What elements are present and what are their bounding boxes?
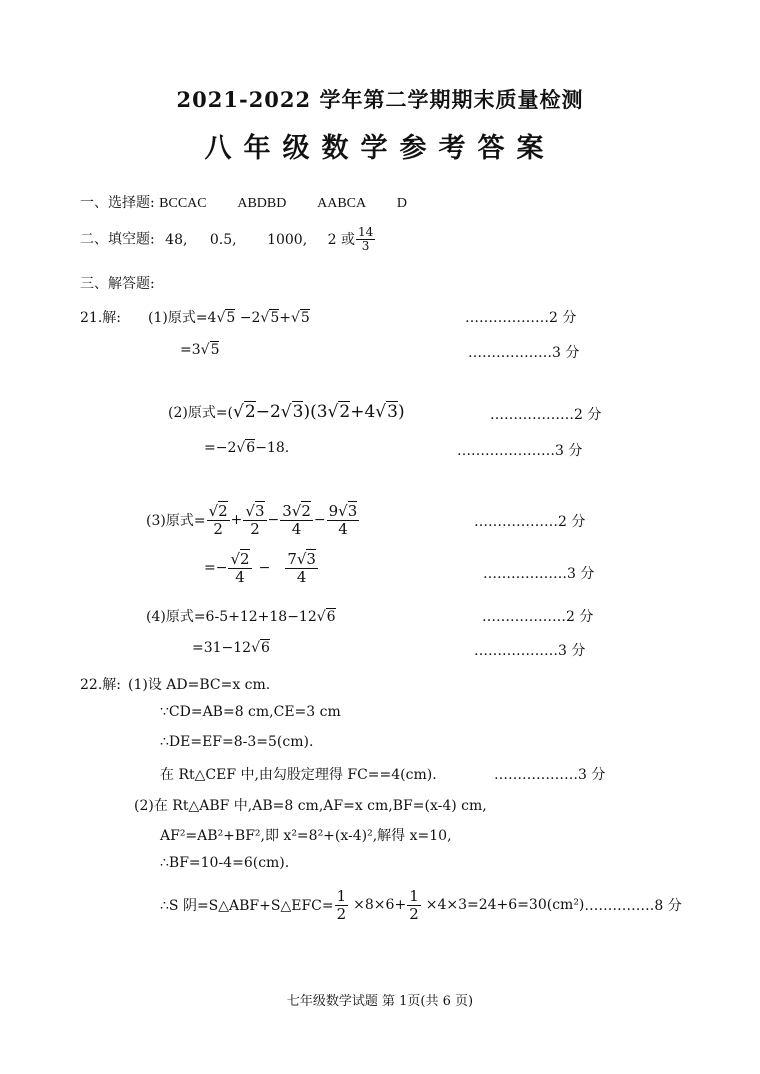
exam-term: 2021-2022 学年第二学期期末质量检测 <box>176 87 584 112</box>
q21-p4-result: =31−12√6 <box>192 640 270 656</box>
q22-line1: (1)设 AD=BC=x cm. <box>128 677 271 693</box>
fill-answer-d-text: 2 或 <box>327 231 355 248</box>
q21-p2-score: ………………2 分 <box>490 407 602 423</box>
q21-p4-text: (4)原式=6-5+12+18−12 <box>146 609 317 625</box>
q21-p1b-text: =3 <box>180 342 201 358</box>
q21-p1-mid: −2 <box>239 310 261 326</box>
q21-p4-radicand: 6 <box>326 609 336 625</box>
q21-p2-result-score: …………………3 分 <box>457 443 583 459</box>
q22-half-frac2: $\frac{1}{2}$ <box>409 886 419 923</box>
q21-p2-radicand3: 2 <box>339 402 351 422</box>
q21-p2-radicand1: 2 <box>244 402 256 422</box>
q21-p1-radicand: 5 <box>226 310 236 326</box>
q21-p1-radicand2: 5 <box>270 310 280 326</box>
q21-p3-result-frac1: $\frac{√2}{4}$ <box>230 549 250 586</box>
q21-p1-result: =3√5 <box>180 342 220 358</box>
page-footer: 七年级数学试题 第 1页(共 6 页) <box>286 994 474 1009</box>
q21-p2-m2: )(3 <box>303 402 328 422</box>
q22-line5: (2)在 Rt△ABF 中,AB=8 cm,AF=x cm,BF=(x-4) cm, <box>134 798 487 814</box>
q21-p2-m3: +4 <box>350 402 376 422</box>
q21-p4b-text: =31−12 <box>192 640 252 656</box>
choice-label: 一、选择题: <box>80 195 155 211</box>
q21-p3-result: =− $\frac{√2}{4}$ − $\frac{7√3}{4}$ <box>204 549 316 586</box>
q22-line3: ∴DE=EF=8-3=5(cm). <box>160 734 314 750</box>
q21-p4-result-score: ………………3 分 <box>474 643 586 659</box>
q21-p2b-radicand: 6 <box>246 440 256 456</box>
q21-p2-m1: −2 <box>255 402 281 422</box>
fill-answer-c: 1000, <box>267 231 308 248</box>
fill-d-denominator: 3 <box>361 239 370 253</box>
q22-line7: ∴BF=10-4=6(cm). <box>160 855 290 871</box>
q21-p4-score: ………………2 分 <box>482 609 594 625</box>
q21-p1-text: (1)原式=4 <box>148 310 217 326</box>
q22-line2: ∵CD=AB=8 cm,CE=3 cm <box>160 704 341 720</box>
q21-p3-expression: (3)原式= $\frac{√2}{2}$ + $\frac{√3}{2}$ − $\frac{3√2}{4}$ − $\frac{9√3}{4}$ <box>146 501 358 538</box>
fill-answer-a: 48, <box>165 231 188 248</box>
q21-p1b-radicand: 5 <box>210 342 220 358</box>
q21-p1-expression: (1)原式=4√5 −2√5+√5 <box>148 310 310 326</box>
fill-section <box>80 226 376 253</box>
fill-d-numerator: 14 <box>357 225 374 239</box>
q21-p3-result-score: ………………3 分 <box>483 566 595 582</box>
q21-p3-frac1: $\frac{√2}{2}$ <box>208 501 228 538</box>
q21-p3-text: (3)原式= <box>146 513 206 529</box>
q22-line8-mid1: ×8×6+ <box>353 897 407 913</box>
q22-half-frac1: $\frac{1}{2}$ <box>336 886 347 923</box>
fill-answer-b: 0.5, <box>209 231 237 248</box>
q21-p2-radicand4: 3 <box>387 402 398 422</box>
q21-p1-score: ………………2 分 <box>465 310 577 326</box>
q21-p1-radicand3: 5 <box>300 310 310 326</box>
q22-line8 <box>160 884 682 926</box>
page-title: 八年级数学参考答案 <box>204 133 556 164</box>
q21-label: 21.解: <box>80 310 121 326</box>
q21-p4-expression: (4)原式=6-5+12+18−12√6 <box>146 609 336 625</box>
choice-answers: BCCAC ABDBD AABCA D <box>159 196 407 211</box>
q21-p2-expression: (2)原式=(√2−2√3)(3√2+4√3) <box>168 402 405 422</box>
choice-section <box>80 192 407 212</box>
q21-p3-result-frac2: $\frac{7√3}{4}$ <box>287 549 316 586</box>
solve-label: 三、解答题: <box>80 276 155 292</box>
q22-label: 22.解: <box>80 677 121 693</box>
q22-line8-text: ∴S 阴=S△ABF+S△EFC= <box>160 898 334 914</box>
q21-p3-frac2: $\frac{√3}{2}$ <box>245 501 265 538</box>
q21-p2b-end: −18. <box>255 440 290 456</box>
q21-p2-radicand2: 3 <box>292 402 304 422</box>
q22-line4-score: ………………3 分 <box>494 767 606 783</box>
q21-p2-end: ) <box>397 402 405 422</box>
q21-p3-frac3: $\frac{3√2}{4}$ <box>282 501 311 538</box>
q21-p3-frac4: $\frac{9√3}{4}$ <box>328 501 358 538</box>
q22-line8-mid2: ×4×3=24+6=30(cm²) <box>425 897 585 913</box>
q21-p4b-radicand: 6 <box>261 640 270 656</box>
q22-line6: AF²=AB²+BF²,即 x²=8²+(x-4)²,解得 x=10, <box>160 828 452 844</box>
q21-p2-result: =−2√6−18. <box>204 440 290 456</box>
q21-p2-text: (2)原式=( <box>168 405 234 421</box>
q21-p2b-text: =−2 <box>204 440 237 456</box>
fill-label: 二、填空题: <box>80 231 155 248</box>
q21-p1-result-score: ………………3 分 <box>468 345 580 361</box>
q21-p3-score: ………………2 分 <box>474 514 586 530</box>
q22-line4: 在 Rt△CEF 中,由勾股定理得 FC==4(cm). <box>160 767 437 783</box>
q22-line8-score: ……………8 分 <box>584 898 682 914</box>
fill-answer-d <box>327 225 377 253</box>
q21-p1-plus: + <box>279 310 291 326</box>
